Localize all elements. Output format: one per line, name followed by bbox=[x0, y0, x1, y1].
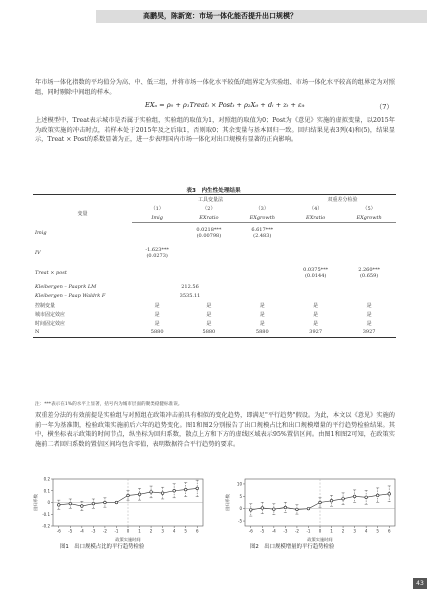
row-label: 城市固定效应 bbox=[35, 311, 66, 318]
col-number: （3） bbox=[255, 206, 269, 212]
table-cell bbox=[342, 223, 396, 243]
coef-point bbox=[173, 489, 176, 492]
x-tick-label: -5 bbox=[68, 528, 73, 534]
coef-point bbox=[353, 495, 356, 498]
table-cell: 是 bbox=[206, 302, 212, 309]
x-tick-label: 4 bbox=[364, 528, 368, 534]
coef-point bbox=[196, 487, 199, 490]
table-row bbox=[33, 223, 396, 243]
table-cell: 5880 bbox=[132, 328, 182, 338]
coef-point bbox=[150, 491, 153, 494]
table-cell: 是 bbox=[259, 311, 265, 318]
coef-point bbox=[69, 502, 72, 505]
figure-1-caption: 图1 出口规模占比的平行趋势检验 bbox=[60, 544, 145, 550]
y-tick-label: 5 bbox=[239, 493, 242, 499]
table-cell: 是 bbox=[313, 320, 319, 327]
x-tick-label: 6 bbox=[387, 528, 391, 534]
table-cell: 是 bbox=[366, 311, 372, 318]
table-cell: 是 bbox=[259, 302, 265, 309]
coef-point bbox=[161, 492, 164, 495]
coef-point bbox=[249, 509, 252, 512]
col-name: EXgrowth bbox=[342, 213, 396, 223]
paragraph-3: 双重差分法的有效前提是实验组与对照组在政策冲击前具有相似的变化趋势，即满足"平行趋势"假设。为此，本文以《意见》实施的前一年为基准期，检验政策实施前后六年的趋势变化。图1和图2分别报告了出口规模占比和出口规模增量的平行趋势检验结果。其中，横坐标表示政策的时间节点，纵坐标为回归系数，散点上方和下方的虚线区域表示95%置信区间。由图1和图2可知，在政策实施前二者回归系数的置信区间均包含零值，表明数据符合平行趋势的要求。 bbox=[35, 412, 395, 448]
var-header: 变量 bbox=[77, 210, 88, 217]
table-group-header-row bbox=[33, 195, 396, 205]
x-tick-label: -4 bbox=[271, 528, 276, 534]
group-header-did: 双重差分检验 bbox=[289, 195, 396, 205]
table-cell: 3927 bbox=[342, 328, 396, 338]
coef-point bbox=[319, 501, 322, 504]
x-tick-label: 1 bbox=[330, 528, 333, 534]
coef-point bbox=[388, 493, 391, 496]
table-colnum-row bbox=[33, 204, 396, 213]
table-cell: 5880 bbox=[235, 328, 289, 338]
x-tick-label: -2 bbox=[294, 528, 299, 534]
coef-point bbox=[115, 501, 118, 504]
table-row bbox=[33, 283, 396, 292]
col-name: EXratio bbox=[182, 213, 235, 223]
table-cell bbox=[182, 243, 235, 263]
row-label: Kleibergen – Paaprk LM bbox=[35, 284, 97, 290]
table-cell: 是 bbox=[259, 320, 265, 327]
row-label: Treat × post bbox=[35, 269, 67, 276]
table-row bbox=[33, 328, 396, 338]
table-cell: 是 bbox=[154, 320, 160, 327]
row-label: N bbox=[33, 328, 132, 338]
table-cell bbox=[235, 243, 289, 263]
results-table bbox=[33, 194, 396, 338]
table-corner bbox=[33, 195, 132, 205]
table-cell: 3927 bbox=[289, 328, 342, 338]
row-label: 控制变量 bbox=[35, 302, 56, 309]
table-cell: 212.56 bbox=[181, 284, 199, 290]
x-tick-label: 2 bbox=[149, 528, 153, 534]
coef-point bbox=[296, 508, 299, 511]
table-cell bbox=[132, 223, 182, 243]
x-tick-label: -1 bbox=[114, 528, 119, 534]
x-tick-label: -6 bbox=[248, 528, 253, 534]
equation-body: EXₐ = ρ₀ + ρ₁Treatᵢ × Postₜ + ρ₂Xᵢₜ + dᵢ + zₜ + εᵢₜ bbox=[145, 101, 305, 109]
table-cell: 0.0218*** (0.00798) bbox=[196, 226, 222, 239]
y-tick-label: -0.2 bbox=[42, 523, 50, 529]
y-tick-label: -0.1 bbox=[42, 511, 50, 517]
y-tick-label: -5 bbox=[238, 518, 242, 524]
x-tick-label: -5 bbox=[260, 528, 265, 534]
col-number: （4） bbox=[309, 206, 323, 212]
equation-number: （7） bbox=[375, 103, 393, 111]
coef-point bbox=[284, 506, 287, 509]
table-cell: 6.617*** (2.483) bbox=[251, 226, 274, 239]
table-cell: 3535.11 bbox=[179, 293, 201, 299]
table-row bbox=[33, 319, 396, 328]
x-axis-label: 政策实施时间 bbox=[307, 537, 333, 542]
equation-7 bbox=[35, 101, 395, 111]
table-cell: 5880 bbox=[182, 328, 235, 338]
figure-2 bbox=[225, 476, 400, 542]
table-caption: 表3 内生性处理结果 bbox=[186, 188, 241, 194]
table-row bbox=[33, 310, 396, 319]
y-tick-label: 0.2 bbox=[43, 476, 50, 482]
table-cell: 是 bbox=[154, 311, 160, 318]
row-label: 时间固定效应 bbox=[35, 320, 66, 327]
table-row bbox=[33, 243, 396, 263]
table-cell: 2.260*** (0.659) bbox=[358, 266, 381, 279]
col-number: （5） bbox=[362, 206, 376, 212]
col-number: （1） bbox=[150, 206, 164, 212]
table-cell: 是 bbox=[366, 302, 372, 309]
y-tick-label: 0.1 bbox=[43, 488, 50, 494]
table-cell: 是 bbox=[366, 320, 372, 327]
coef-point bbox=[81, 505, 84, 508]
table-cell bbox=[182, 263, 235, 283]
table-cell: 是 bbox=[313, 311, 319, 318]
header-text: 高鹏昊，陈新宽：市场一体化能否提升出口规模？ bbox=[143, 12, 297, 20]
coef-point bbox=[184, 488, 187, 491]
page-number: 43 bbox=[413, 578, 427, 589]
x-tick-label: -3 bbox=[91, 528, 96, 534]
coef-point bbox=[376, 494, 379, 497]
x-axis-label: 政策实施时间 bbox=[115, 537, 141, 542]
x-tick-label: -3 bbox=[283, 528, 288, 534]
paragraph-1: 年市场一体化指数的平均值分为高、中、低三组，并将市场一体化水平较低的组界定为实验组、市场一体化水平较高的组界定为对照组，同时剔除中间组的样本。 bbox=[35, 79, 395, 96]
table-row bbox=[33, 292, 396, 301]
figure-1 bbox=[33, 476, 208, 542]
table-cell: -1.623*** (0.0273) bbox=[145, 246, 169, 259]
col-number: （2） bbox=[202, 206, 216, 212]
row-label: Kleibergen – Paap Waldrk F bbox=[35, 293, 106, 299]
x-tick-label: -4 bbox=[79, 528, 84, 534]
coef-point bbox=[330, 499, 333, 502]
table-note: 注：***表示在1%的水平上显著，括号内为城市层面的聚类稳健标准误。 bbox=[35, 402, 183, 407]
col-name: Imig bbox=[132, 213, 182, 223]
y-tick-label: 0 bbox=[239, 506, 242, 512]
y-axis-label: 回归系数 bbox=[225, 494, 230, 511]
figure-2-caption: 图2 出口规模增量的平行趋势检验 bbox=[250, 544, 335, 550]
y-axis-label: 回归系数 bbox=[33, 494, 38, 511]
coef-point bbox=[261, 507, 264, 510]
x-tick-label: 3 bbox=[353, 528, 356, 534]
x-tick-label: 1 bbox=[138, 528, 141, 534]
coef-point bbox=[307, 507, 310, 510]
col-name: EXratio bbox=[289, 213, 342, 223]
table-cell bbox=[289, 223, 342, 243]
x-tick-label: 2 bbox=[341, 528, 345, 534]
x-tick-label: 0 bbox=[126, 528, 130, 534]
row-label: Imig bbox=[35, 229, 47, 236]
x-tick-label: 0 bbox=[318, 528, 322, 534]
table-cell bbox=[289, 243, 342, 263]
coef-point bbox=[92, 502, 95, 505]
table-cell: 0.0375*** (0.0144) bbox=[303, 266, 329, 279]
coef-point bbox=[127, 494, 130, 497]
coef-point bbox=[365, 496, 368, 499]
col-name: EXgrowth bbox=[235, 213, 289, 223]
paragraph-2: 上述模型中，Treat表示城市是否属于实验组，实验组的取值为1，对照组的取值为0；Post为《意见》实施的虚拟变量，以2015年为政策实施的冲击时点，若样本处于2015年及之后取1，否则取0；其余变量与基本回归一致。回归结果见表3列(4)和(5)，结果显示，Treat × Post的系数显著为正，进一步表明国内市场一体化对出口规模有显著的正向影响。 bbox=[35, 117, 395, 144]
row-label: IV bbox=[35, 249, 41, 256]
x-tick-label: 4 bbox=[172, 528, 176, 534]
x-tick-label: 6 bbox=[195, 528, 199, 534]
x-tick-label: 5 bbox=[376, 528, 379, 534]
x-tick-label: -2 bbox=[102, 528, 107, 534]
table-cell: 是 bbox=[206, 320, 212, 327]
figure-2-chart bbox=[225, 476, 400, 542]
table-cell: 是 bbox=[154, 302, 160, 309]
coef-point bbox=[138, 493, 141, 496]
table-cell: 是 bbox=[206, 311, 212, 318]
table-row bbox=[33, 263, 396, 283]
coef-point bbox=[342, 497, 345, 500]
table-cell bbox=[132, 263, 182, 283]
coef-point bbox=[104, 501, 107, 504]
coef-point bbox=[57, 504, 60, 507]
y-tick-label: 0 bbox=[47, 500, 50, 505]
figure-1-chart bbox=[33, 476, 208, 542]
y-tick-label: 10 bbox=[236, 481, 242, 487]
x-tick-label: 5 bbox=[184, 528, 187, 534]
x-tick-label: 3 bbox=[161, 528, 164, 534]
x-tick-label: -6 bbox=[56, 528, 61, 534]
table-cell bbox=[342, 243, 396, 263]
coef-point bbox=[273, 508, 276, 511]
x-tick-label: -1 bbox=[306, 528, 311, 534]
group-header-iv: 工具变量法 bbox=[132, 195, 289, 205]
running-header bbox=[0, 0, 427, 26]
table-cell: 是 bbox=[313, 302, 319, 309]
table-row bbox=[33, 301, 396, 310]
table-cell bbox=[235, 263, 289, 283]
